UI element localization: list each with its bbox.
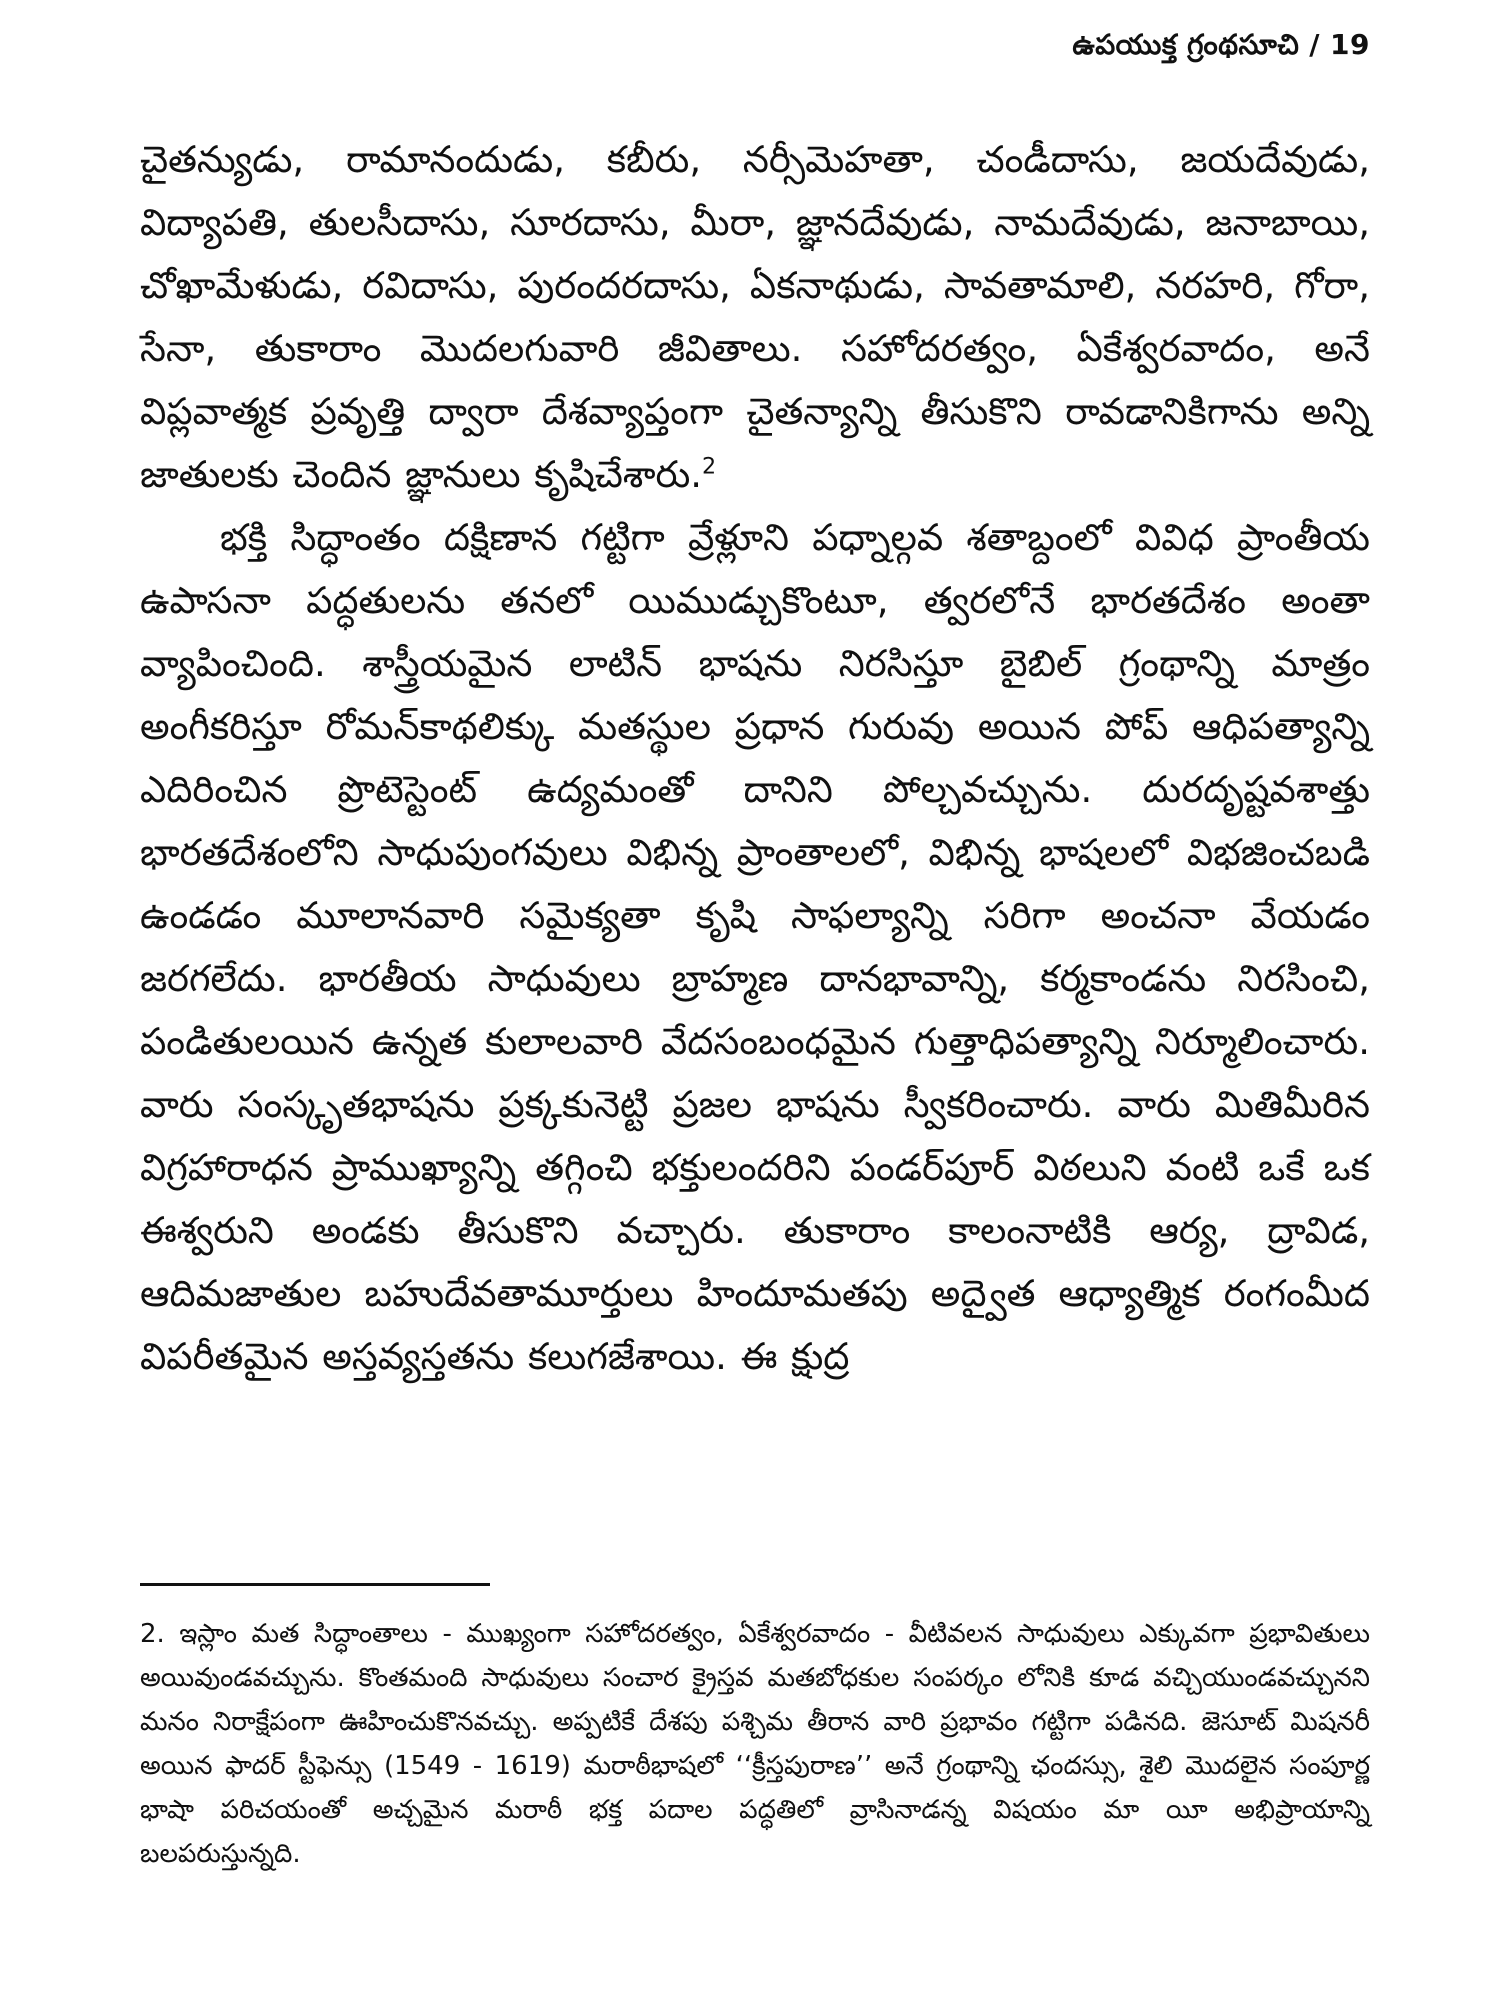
paragraph-1 [140, 128, 1370, 506]
paragraph-1-text: చైతన్యుడు, రామానందుడు, కబీరు, నర్సీమెహతా, చండీదాసు, జయదేవుడు, విద్యాపతి, తులసీదాసు, సూరదాసు, మీరా, జ్ఞానదేవుడు, నామదేవుడు, జనాబాయి, చోఖామేళుడు, రవిదాసు, పురందరదాసు, ఏకనాథుడు, సావతామాలి, నరహరి, గోరా, సేనా, తుకారాం మొదలగువారి జీవితాలు. సహోదరత్వం, ఏకేశ్వరవాదం, అనే విప్లవాత్మక ప్రవృత్తి ద్వారా దేశవ్యాప్తంగా చైతన్యాన్ని తీసుకొని రావడానికిగాను అన్ని జాతులకు చెందిన జ్ఞానులు కృషిచేశారు. [140, 138, 1370, 496]
paragraph-2: భక్తి సిద్ధాంతం దక్షిణాన గట్టిగా వ్రేళ్లూని పధ్నాల్గవ శతాబ్దంలో వివిధ ప్రాంతీయ ఉపాసనా పద్ధతులను తనలో యిముడ్చుకొంటూ, త్వరలోనే భారతదేశం అంతా వ్యాపించింది. శాస్త్రీయమైన లాటిన్ భాషను నిరసిస్తూ బైబిల్ గ్రంథాన్ని మాత్రం అంగీకరిస్తూ రోమన్‌కాథలిక్కు మతస్థుల ప్రధాన గురువు అయిన పోప్ ఆధిపత్యాన్ని ఎదిరించిన ప్రొటెస్టెంట్ ఉద్యమంతో దానిని పోల్చవచ్చును. దురదృష్టవశాత్తు భారతదేశంలోని సాధుపుంగవులు విభిన్న ప్రాంతాలలో, విభిన్న భాషలలో విభజించబడి ఉండడం మూలానవారి సమైక్యతా కృషి సాఫల్యాన్ని సరిగా అంచనా వేయడం జరగలేదు. భారతీయ సాధువులు బ్రాహ్మణ దానభావాన్ని, కర్మకాండను నిరసించి, పండితులయిన ఉన్నత కులాలవారి వేదసంబంధమైన గుత్తాధిపత్యాన్ని నిర్మూలించారు. వారు సంస్కృతభాషను ప్రక్కకునెట్టి ప్రజల భాషను స్వీకరించారు. వారు మితిమీరిన విగ్రహారాధన ప్రాముఖ్యాన్ని తగ్గించి భక్తులందరిని పండర్‌పూర్ విఠలుని వంటి ఒకే ఒక ఈశ్వరుని అండకు తీసుకొని వచ్చారు. తుకారాం కాలంనాటికి ఆర్య, ద్రావిడ, ఆదిమజాతుల బహుదేవతామూర్తులు హిందూమతపు అద్వైత ఆధ్యాత్మిక రంగంమీద విపరీతమైన అస్తవ్యస్తతను కలుగజేశాయి. ఈ క్షుద్ర [140, 516, 1370, 1378]
footnote-divider [140, 1583, 490, 1586]
running-header-separator: / [1309, 28, 1321, 61]
running-header-title: ఉపయుక్త గ్రంథసూచి [1072, 28, 1300, 61]
page-number: 19 [1330, 28, 1370, 61]
footnote-text: 2. ఇస్లాం మత సిద్ధాంతాలు - ముఖ్యంగా సహోదరత్వం, ఏకేశ్వరవాదం - వీటివలన సాధువులు ఎక్కువగా ప్రభావితులు అయివుండవచ్చును. కొంతమంది సాధువులు సంచార క్రైస్తవ మతబోధకుల సంపర్కం లోనికి కూడ వచ్చియుండవచ్చునని మనం నిరాక్షేపంగా ఊహించుకొనవచ్చు. అప్పటికే దేశపు పశ్చిమ తీరాన వారి ప్రభావం గట్టిగా పడినది. జెసూట్ మిషనరీ అయిన ఫాదర్ స్టీఫెన్సు (1549 - 1619) మరాఠీభాషలో ‘‘క్రీస్తపురాణ’’ అనే గ్రంథాన్ని ఛందస్సు, శైలి మొదలైన సంపూర్ణ భాషా పరిచయంతో అచ్చమైన మరాఠీ భక్త పదాల పద్ధతిలో వ్రాసినాడన్న విషయం మా యీ అభిప్రాయాన్ని బలపరుస్తున్నది. [140, 1619, 1370, 1869]
running-header [1072, 28, 1370, 68]
body-text [140, 128, 1370, 1388]
footnote [140, 1612, 1370, 1876]
footnote-reference: 2 [702, 453, 717, 480]
